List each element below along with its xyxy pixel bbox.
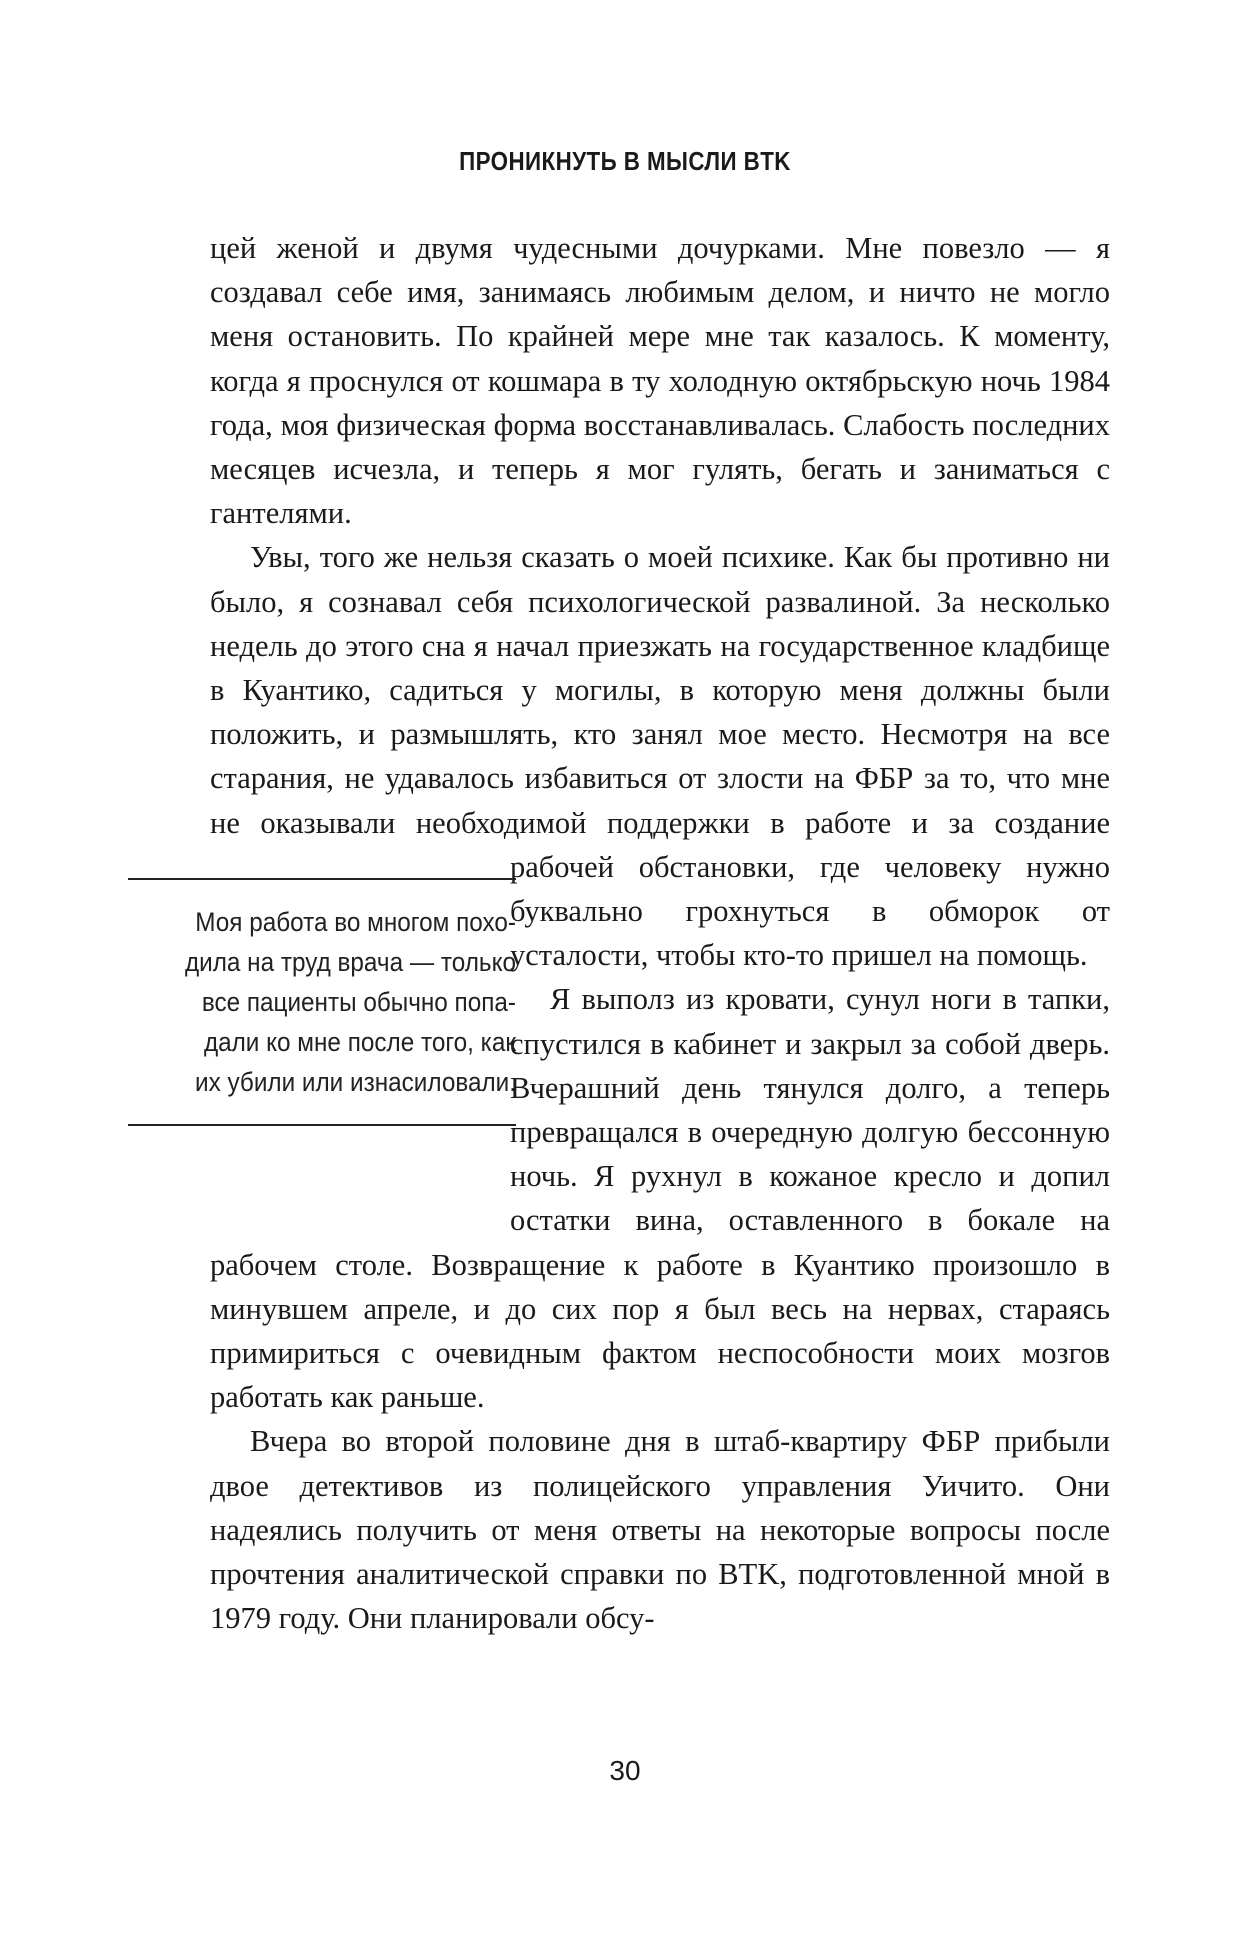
page-number: 30	[609, 1755, 641, 1786]
pull-quote-line: дила на труд врача — только	[184, 947, 516, 977]
paragraph: Я выполз из кровати, сунул ноги в тапки, спустился в кабинет и закрыл за собой дверь. Вчерашний день тянулся долго, а теперь превращался в очередную долгую бессонную ночь. Я рухнул в кожаное кресло и допил остатки вина, оставленного в бокале на рабочем столе. Возвращение к работе в Куантико произошло в минувшем апреле, и до сих пор я был весь на нервах, стараясь примириться с очевидным фактом неспособности моих мозгов работать как раньше.	[210, 982, 1110, 1415]
paragraph: Увы, того же нельзя сказать о моей психике. Как бы противно ни было, я сознавал себя психологической развалиной. За несколько недель до этого сна я начал приезжать на государственное кладбище в Куантико, садиться у могилы, в которую меня должны были положить, и размышлять, кто занял мое место. Несмотря на все старания, не удавалось избавиться от злости на ФБР за то, что мне не оказывали необходимой поддержки в работе и за создание рабочей обстановки, где человеку нужно буквально грохнуться в обморок от усталости, чтобы кто-то пришел на помощь.	[210, 540, 1110, 973]
paragraph: цей женой и двумя чудесными дочурками. Мне повезло — я создавал себе имя, занимаясь любимым делом, и ничто не могло меня остановить. По крайней мере мне так казалось. К моменту, когда я проснулся от кошмара в ту холодную октябрьскую ночь 1984 года, моя физическая форма восстанавливалась. Слабость последних месяцев исчезла, и теперь я мог гулять, бегать и заниматься с гантелями.	[210, 231, 1110, 531]
running-header: ПРОНИКНУТЬ В МЫСЛИ BTK	[459, 146, 791, 176]
paragraph: Вчера во второй половине дня в штаб-квартиру ФБР прибыли двое детективов из полицейского управления Уичито. Они надеялись получить от меня ответы на некоторые вопросы после прочтения аналитической справки по BTK, подготовленной мной в 1979 году. Они планировали обсу-	[210, 1424, 1110, 1636]
pull-quote-line: все пациенты обычно попа-	[201, 987, 516, 1017]
pull-quote-line: дали ко мне после того, как	[203, 1027, 516, 1057]
pull-quote	[128, 878, 516, 1126]
pull-quote-line: Моя работа во многом похо-	[195, 907, 516, 937]
pull-quote-line: их убили или изнасиловали.	[195, 1067, 517, 1097]
